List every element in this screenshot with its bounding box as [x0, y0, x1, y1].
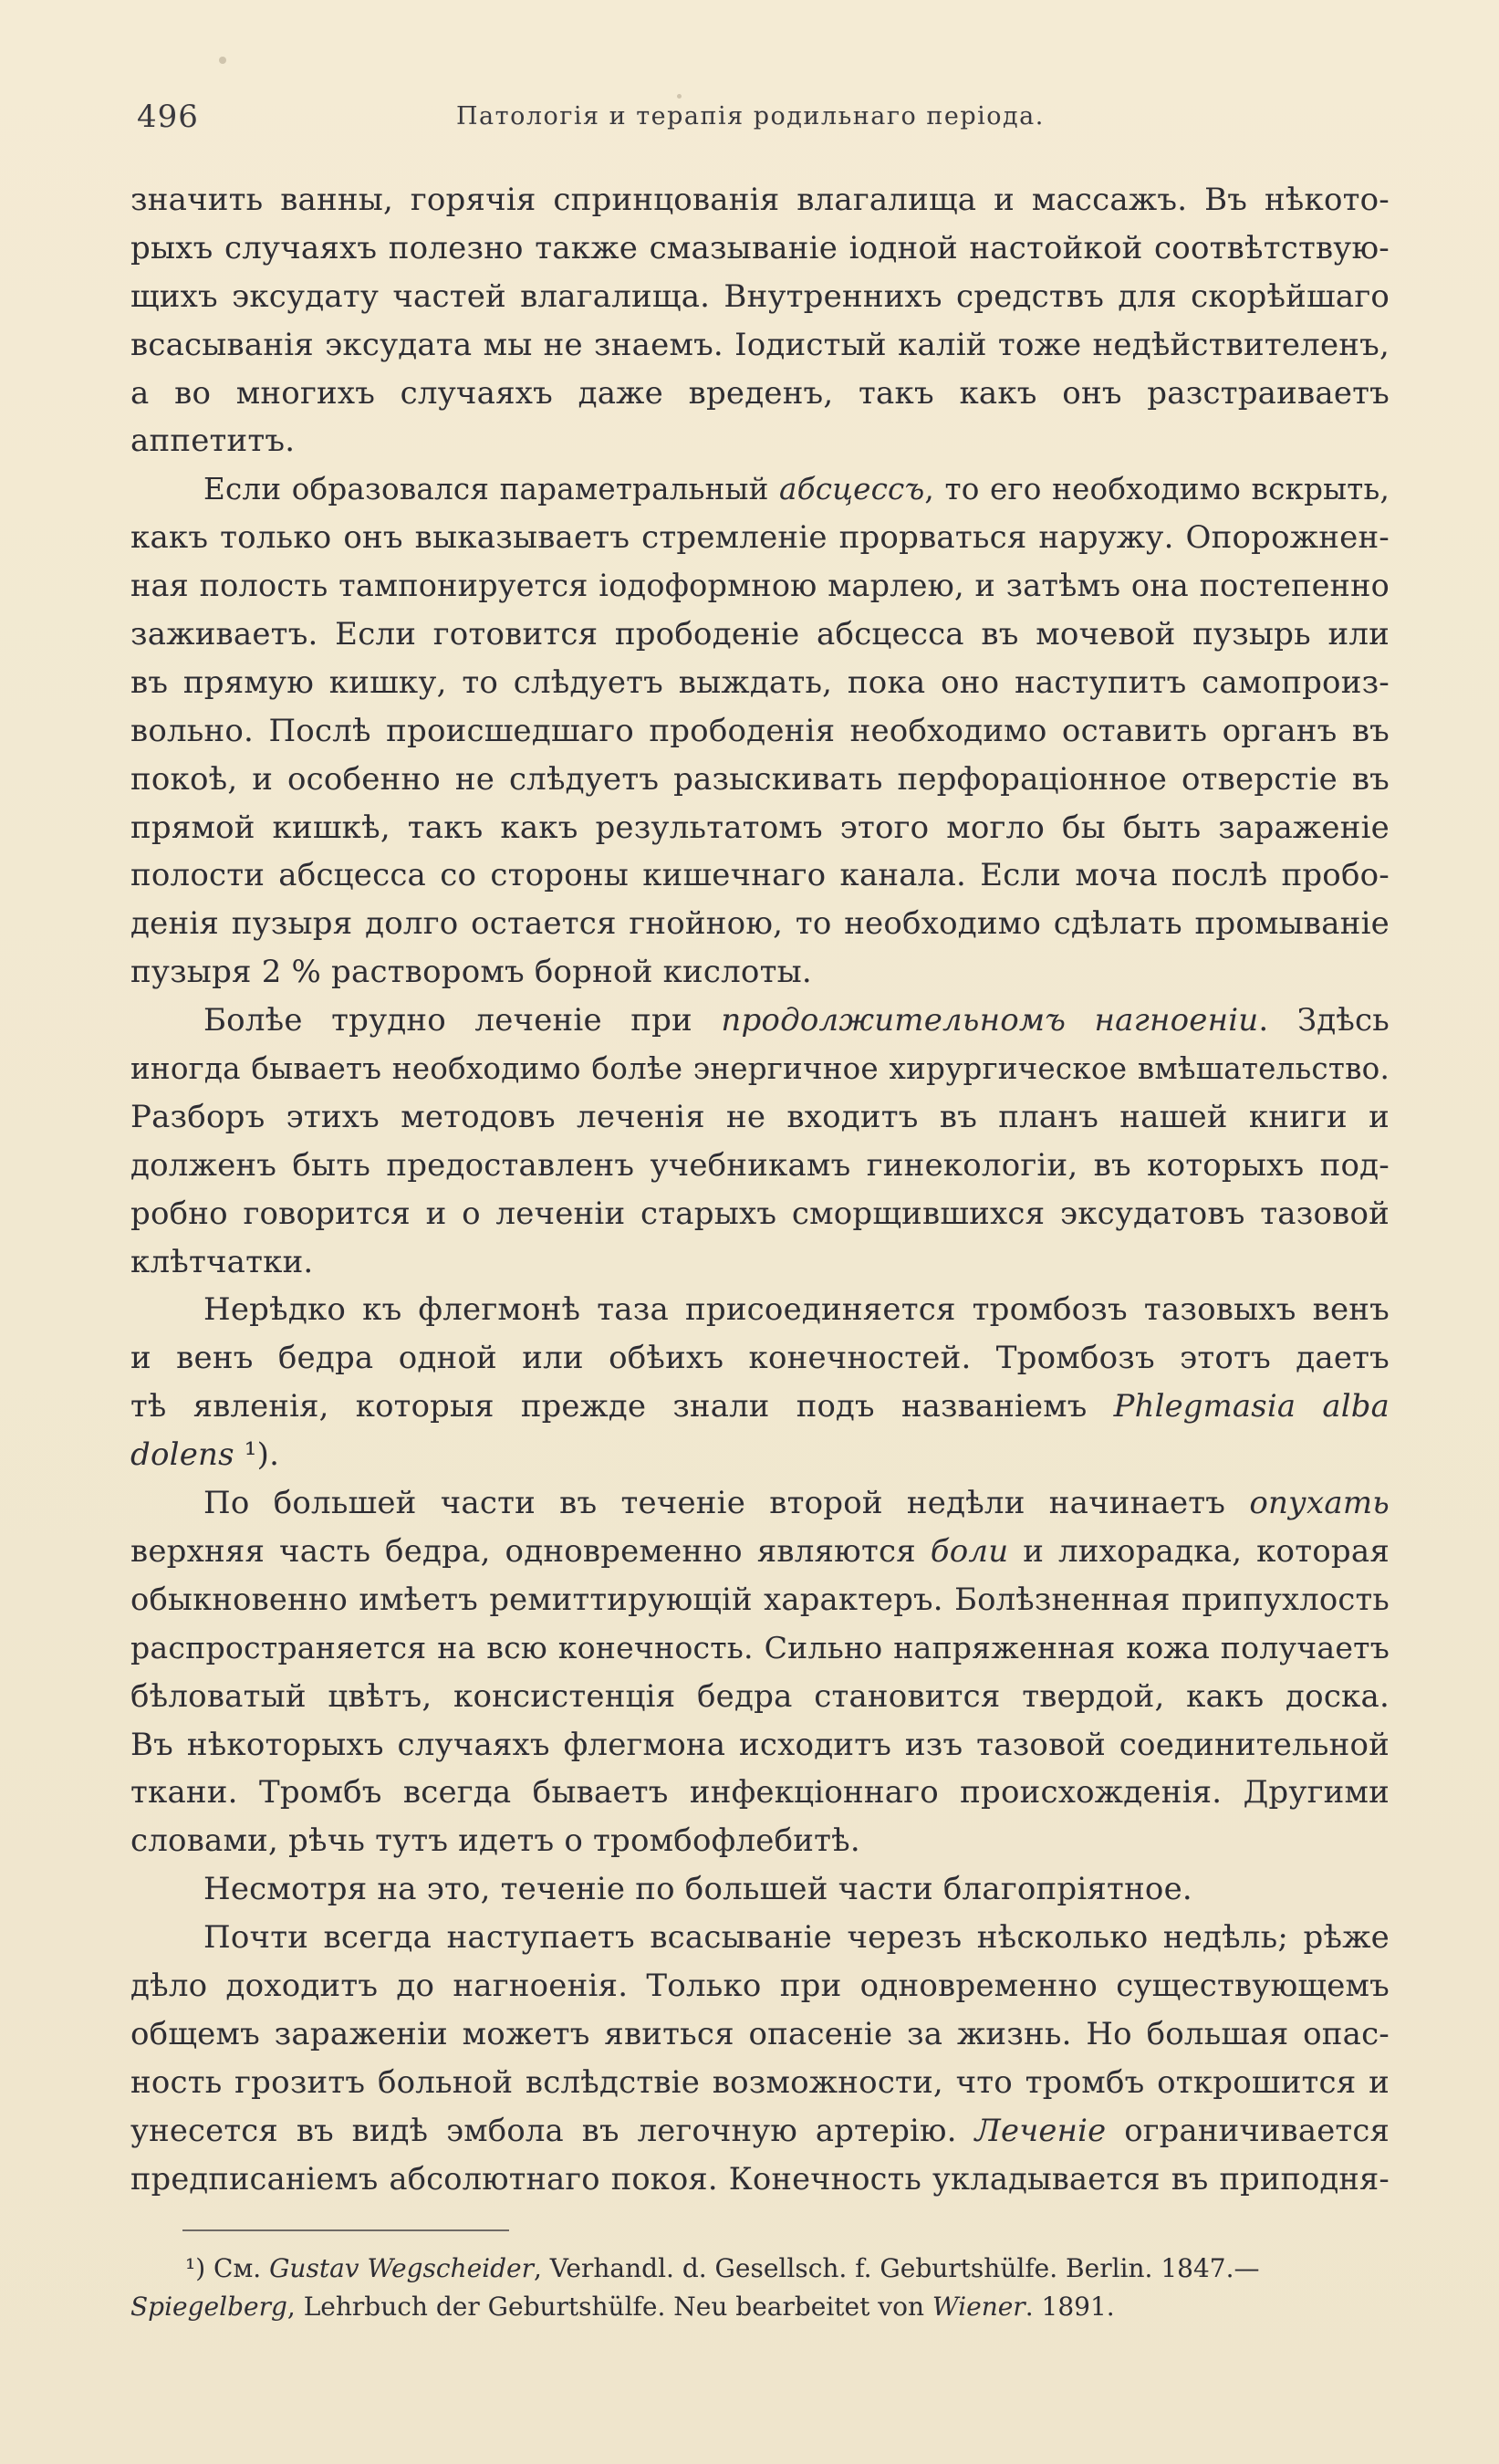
text-line	[130, 611, 1390, 659]
text-line	[130, 1576, 1390, 1624]
text-run: и лихорадка, которая	[1008, 1532, 1390, 1570]
text-run: Если образовался параметральный	[203, 472, 780, 507]
text-line	[130, 1045, 1390, 1093]
text-run: Несмотря на это, теченіе по большей части благопріятное.	[203, 1871, 1192, 1908]
text-line	[130, 1673, 1390, 1721]
text-run: клѣтчатки.	[130, 1243, 314, 1280]
text-line	[130, 321, 1390, 370]
footnote-year: . 1891.	[1025, 2292, 1115, 2322]
footnote-citation: , Lehrbuch der Geburtshülfe. Neu bearbeitet von	[286, 2292, 932, 2322]
text-run: и венъ бедра одной или обѣихъ конечностей. Тромбозъ этотъ даетъ	[130, 1340, 1390, 1377]
text-line	[130, 1479, 1390, 1528]
text-run: заживаетъ. Если готовится прободеніе абсцесса въ мочевой пузырь или	[130, 616, 1390, 653]
text-line	[130, 1431, 1390, 1479]
ink-spot	[219, 57, 226, 64]
text-run: общемъ зараженіи можетъ явиться опасеніе за жизнь. Но большая опас-	[130, 2015, 1390, 2052]
emphasis-text: dolens	[130, 1436, 234, 1474]
text-run: рыхъ случаяхъ полезно также смазываніе іодной настойкой соотвѣтствую-	[130, 229, 1390, 266]
text-line	[130, 176, 1390, 224]
text-line	[130, 465, 1390, 514]
page-header	[137, 99, 1396, 144]
text-run: ная полость тампонируется іодоформною марлею, и затѣмъ она постепенно	[130, 568, 1390, 604]
text-run: , то его необходимо вскрыть,	[924, 472, 1390, 507]
text-line	[130, 1238, 1390, 1287]
text-line	[130, 900, 1390, 948]
text-line	[130, 370, 1390, 418]
text-run: верхняя часть бедра, одновременно являются	[130, 1532, 931, 1570]
text-run: Въ нѣкоторыхъ случаяхъ флегмона исходитъ изъ тазовой соединительной	[130, 1726, 1390, 1763]
text-line	[130, 273, 1390, 321]
text-line	[130, 2059, 1390, 2107]
text-line	[130, 2010, 1390, 2059]
text-run: денія пузыря долго остается гнойною, то необходимо сдѣлать промываніе	[130, 905, 1390, 943]
text-run: словами, рѣчь тутъ идетъ о тромбофлебитѣ.	[130, 1822, 860, 1860]
text-run: щихъ эксудату частей влагалища. Внутреннихъ средствъ для скорѣйшаго	[130, 277, 1390, 315]
page-number: 496	[137, 99, 199, 135]
text-line	[130, 1962, 1390, 2010]
text-run: унесется въ видѣ эмбола въ легочную артерію.	[130, 2112, 975, 2148]
text-line	[130, 1624, 1390, 1673]
footnotes	[130, 2250, 1390, 2326]
text-run: прямой кишкѣ, такъ какъ результатомъ этого могло бы быть зараженіе	[130, 809, 1390, 846]
text-line	[130, 417, 1390, 465]
text-run: Болѣе трудно леченіе при	[203, 1002, 722, 1039]
footnote-author: Spiegelberg	[130, 2292, 287, 2322]
text-run: . Здѣсь	[1258, 1002, 1390, 1039]
text-line	[130, 1093, 1390, 1142]
text-run: Нерѣдко къ флегмонѣ таза присоединяется тромбозъ тазовыхъ венъ	[203, 1291, 1390, 1329]
text-run: ткани. Тромбъ всегда бываетъ инфекціоннаго происхожденія. Другими	[130, 1774, 1390, 1811]
text-run: иногда бываетъ необходимо болѣе энергичное хирургическое вмѣшательство.	[130, 1051, 1390, 1087]
footnote-editor: Wiener	[932, 2292, 1025, 2322]
text-run: въ прямую кишку, то слѣдуетъ выждать, пока оно наступитъ самопроиз-	[130, 663, 1390, 701]
text-line	[130, 224, 1390, 273]
text-run: обыкновенно имѣетъ ремиттирующій характеръ. Болѣзненная припухлость	[130, 1581, 1390, 1617]
text-line	[130, 1721, 1390, 1770]
text-line	[130, 1286, 1390, 1334]
text-line	[130, 1817, 1390, 1865]
text-run: какъ только онъ выказываетъ стремленіе прорваться наружу. Опорожнен-	[130, 519, 1390, 557]
text-line	[130, 756, 1390, 804]
emphasis-text: опухать	[1249, 1485, 1390, 1522]
text-line	[130, 514, 1390, 562]
text-line	[130, 851, 1390, 900]
footnote-divider	[182, 2229, 509, 2231]
text-run: вольно. Послѣ происшедшаго прободенія необходимо оставить органъ въ	[130, 712, 1390, 749]
text-run: а во многихъ случаяхъ даже вреденъ, такъ какъ онъ разстраиваетъ	[130, 374, 1390, 412]
text-run: распространяется на всю конечность. Сильно напряженная кожа получаетъ	[130, 1629, 1390, 1665]
text-run: покоѣ, и особенно не слѣдуетъ разыскивать перфораціонное отверстіе въ	[130, 760, 1390, 798]
text-run: пузыря 2 % растворомъ борной кислоты.	[130, 954, 812, 991]
text-line	[130, 659, 1390, 707]
text-run: полости абсцесса со стороны кишечнаго канала. Если моча послѣ пробо-	[130, 857, 1390, 894]
text-run: аппетитъ.	[130, 423, 296, 460]
text-line	[130, 1769, 1390, 1817]
text-line	[130, 707, 1390, 756]
text-line	[130, 1914, 1390, 1962]
emphasis-text: Phlegmasia alba	[1113, 1388, 1390, 1425]
text-run: ограничивается	[1106, 2112, 1390, 2148]
text-run: предписаніемъ абсолютнаго покоя. Конечность укладывается въ приподня-	[130, 2160, 1390, 2197]
text-run: бѣловатый цвѣтъ, консистенція бедра становится твердой, какъ доска.	[130, 1677, 1390, 1715]
text-run: значить ванны, горячія спринцованія влагалища и массажъ. Въ нѣкото-	[130, 182, 1390, 218]
footnote-line	[130, 2250, 1390, 2288]
footnote-author: Gustav Wegscheider	[269, 2253, 534, 2283]
emphasis-text: Леченіе	[974, 2112, 1107, 2148]
emphasis-text: продолжительномъ нагноеніи	[721, 1002, 1259, 1039]
text-line	[130, 948, 1390, 997]
running-title: Патологія и терапія родильнаго періода.	[456, 102, 1045, 131]
text-run: По большей части въ теченіе второй недѣли начинаетъ	[203, 1485, 1250, 1522]
emphasis-text: боли	[930, 1532, 1009, 1570]
emphasis-text: абсцессъ	[779, 472, 925, 507]
text-run: Почти всегда наступаетъ всасываніе черезъ нѣсколько недѣль; рѣже	[203, 1919, 1390, 1957]
text-run: ¹).	[234, 1436, 280, 1474]
footnote-marker: ¹) См.	[185, 2253, 270, 2283]
footnote-line	[130, 2288, 1390, 2326]
text-run: всасыванія эксудата мы не знаемъ. Іодистый калій тоже недѣйствителенъ,	[130, 326, 1390, 363]
text-run: робно говорится и о леченіи старыхъ сморщившихся эксудатовъ тазовой	[130, 1195, 1390, 1232]
text-line	[130, 2107, 1390, 2156]
text-run: Разборъ этихъ методовъ леченія не входитъ въ планъ нашей книги и	[130, 1098, 1390, 1135]
text-run: дѣло доходитъ до нагноенія. Только при одновременно существующемъ	[130, 1967, 1390, 2004]
text-line	[130, 1865, 1390, 1914]
text-run: тѣ явленія, которыя прежде знали подъ названіемъ	[130, 1388, 1114, 1425]
body-text	[130, 176, 1390, 2203]
text-run: ность грозитъ больной вслѣдствіе возможности, что тромбъ открошится и	[130, 2063, 1390, 2101]
text-line	[130, 997, 1390, 1045]
text-line	[130, 804, 1390, 852]
text-line	[130, 1528, 1390, 1576]
text-line	[130, 1142, 1390, 1190]
text-line	[130, 1190, 1390, 1238]
text-line	[130, 1383, 1390, 1431]
text-line	[130, 2156, 1390, 2204]
footnote-citation: , Verhandl. d. Gesellsch. f. Geburtshülfe. Berlin. 1847.—	[533, 2253, 1260, 2283]
text-line	[130, 1334, 1390, 1383]
text-run: долженъ быть предоставленъ учебникамъ гинекологіи, въ которыхъ под-	[130, 1146, 1390, 1184]
text-line	[130, 562, 1390, 611]
